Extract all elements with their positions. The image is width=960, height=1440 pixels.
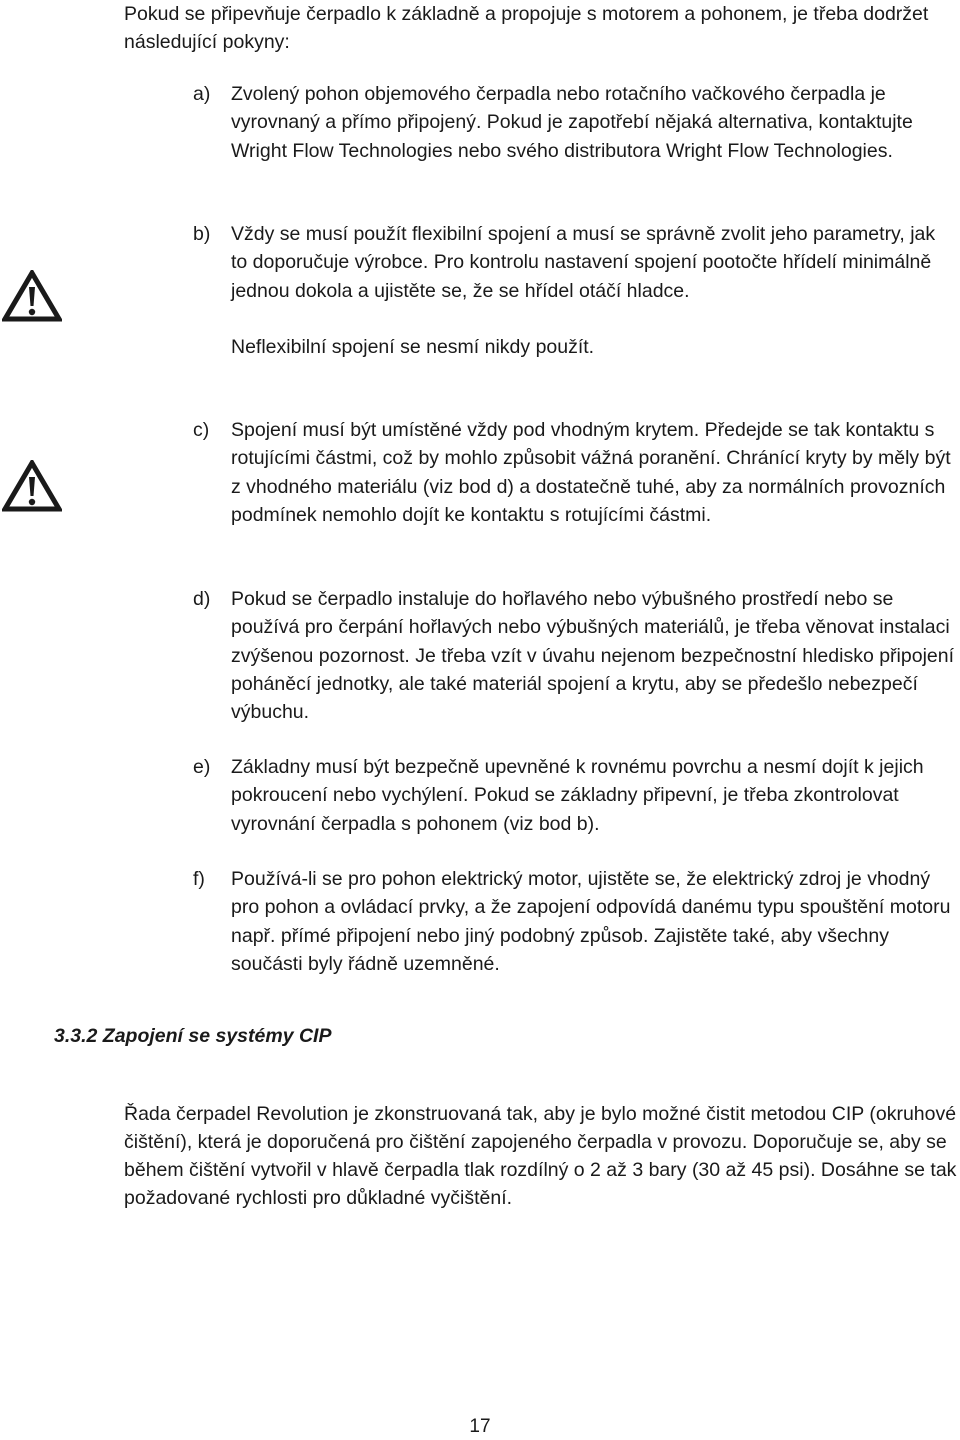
list-item-b <box>193 220 955 361</box>
list-item-letter: b) <box>193 223 211 245</box>
list-item-note: Neflexibilní spojení se nesmí nikdy použít. <box>231 335 595 358</box>
list-item-text: Spojení musí být umístěné vždy pod vhodným krytem. Předejde se tak kontaktu s rotujícími částmi, což by mohlo způsobit vážná poranění. Chránící kryty by měly být z vhodného materiálu (viz bod d) a dostatečně tuhé, aby za normálních provozních podmínek nemohlo dojít ke kontaktu s rotujícími částmi. <box>231 419 951 526</box>
list-item-text: Používá-li se pro pohon elektrický motor, ujistěte se, že elektrický zdroj je vhodný pro pohon a ovládací prvky, a že zapojení odpovídá danému typu spouštění motoru např. přímé připojení nebo jiný podobný způsob. Zajistěte také, aby všechny součásti byly řádně uzemněné. <box>231 868 951 975</box>
list-item-d <box>193 585 955 726</box>
intro-paragraph: Pokud se připevňuje čerpadlo k základně a propojuje s motorem a pohonem, je třeba dodržet následující pokyny: <box>124 3 929 53</box>
section-heading: 3.3.2 Zapojení se systémy CIP <box>54 1025 332 1047</box>
section-paragraph: Řada čerpadel Revolution je zkonstruovaná tak, aby je bylo možné čistit metodou CIP (okruhové čištění), která je doporučená pro čištění zapojeného čerpadla v provozu. Doporučuje se, aby se během čištění vytvořil v hlavě čerpadla tlak rozdílný o 2 až 3 bary (30 až 45 psi). Dosáhne se tak požadované rychlosti pro důkladné vyčištění. <box>124 1103 957 1209</box>
list-item-f <box>193 865 955 978</box>
list-item-e <box>193 753 955 838</box>
list-item-letter: f) <box>193 868 205 890</box>
list-item-text: Vždy se musí použít flexibilní spojení a musí se správně zvolit jeho parametry, jak to doporučuje výrobce. Pro kontrolu nastavení spojení pootočte hřídelí minimálně jednou dokola a ujistěte se, že se hřídel otáčí hladce. <box>231 223 936 302</box>
list-item-c <box>193 416 955 529</box>
list-item-letter: a) <box>193 83 211 105</box>
list-item-letter: c) <box>193 419 210 441</box>
list-item-letter: d) <box>193 588 211 610</box>
list-item-text: Pokud se čerpadlo instaluje do hořlavého nebo výbušného prostředí nebo se používá pro čerpání hořlavých nebo výbušných materiálů, je třeba věnovat instalaci zvýšenou pozornost. Je třeba vzít v úvahu nejenom bezpečnostní hledisko připojení poháněcí jednotky, ale také materiál spojení a krytu, aby se předešlo nebezpečí výbuchu. <box>231 588 955 724</box>
list-item-text: Základny musí být bezpečně upevněné k rovnému povrchu a nesmí dojít k jejich pokroucení nebo vychýlení. Pokud se základny připevní, je třeba zkontrolovat vyrovnání čerpadla s pohonem (viz bod b). <box>231 756 924 835</box>
list-item-letter: e) <box>193 756 211 778</box>
warning-triangle-icon <box>2 460 62 512</box>
page-number: 17 <box>469 1416 491 1437</box>
list-item-text: Zvolený pohon objemového čerpadla nebo rotačního vačkového čerpadla je vyrovnaný a přímo připojený. Pokud je zapotřebí nějaká alternativa, kontaktujte Wright Flow Technologies nebo svého distributora Wright Flow Technologies. <box>231 83 913 162</box>
list-item-a <box>193 80 955 165</box>
warning-triangle-icon <box>2 270 62 322</box>
